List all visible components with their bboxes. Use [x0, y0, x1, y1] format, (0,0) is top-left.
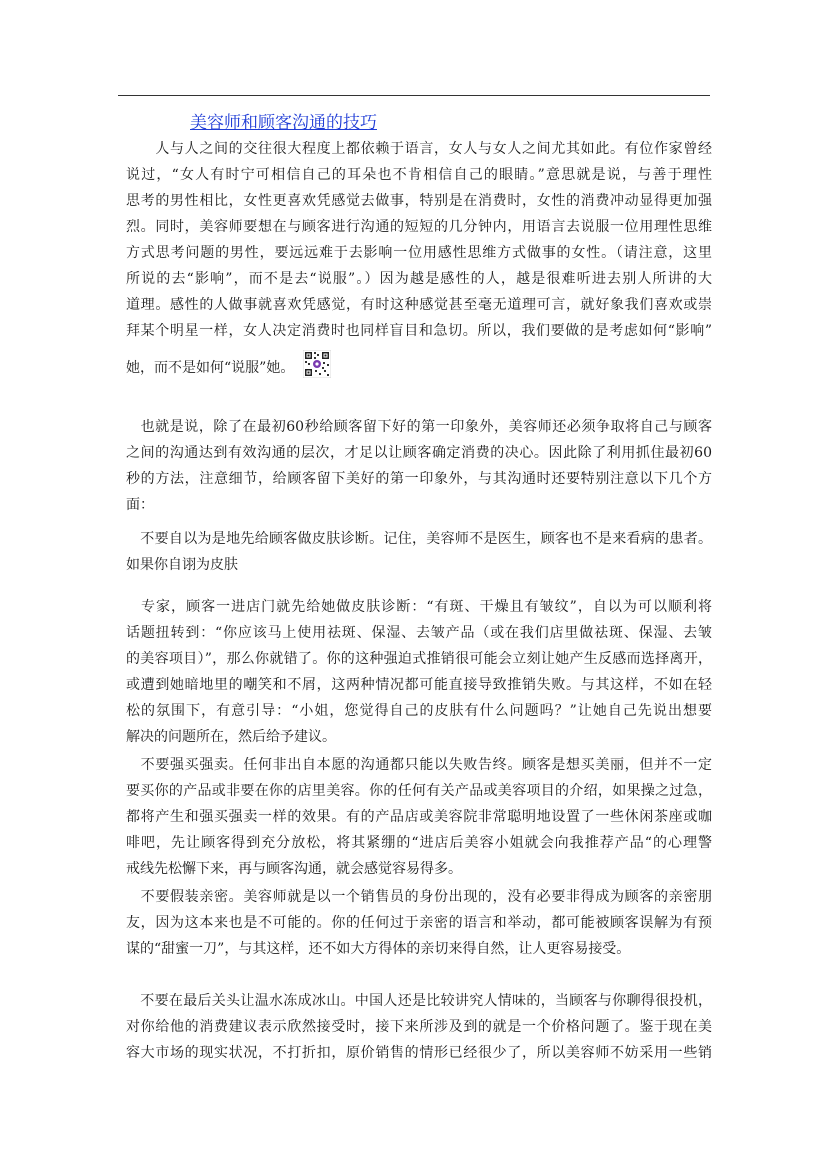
text-line: 谋的“甜蜜一刀”，与其这样，还不如大方得体的亲切来得自然，让人更容易接受。: [126, 941, 631, 957]
text-line: 秒的方法，注意细节，给顾客留下美好的第一印象外，与其沟通时还要特别注意以下几个方: [126, 471, 712, 487]
text-line: 专家，顾客一进店门就先给她做皮肤诊断：“有斑、干燥且有皱纹”，自以为可以顺利将: [126, 599, 712, 615]
text-line: 戒线先松懈下来，再与顾客沟通，就会感觉容易得多。: [126, 861, 462, 877]
text-line: 她，而不是如何“说服”她。: [126, 360, 295, 376]
header-divider: [118, 95, 710, 96]
text-line: 所说的去“影响”，而不是去“说服”。）因为越是感性的人，越是很难听进去别人所讲的大: [126, 271, 712, 287]
text-line: 对你给他的消费建议表示欣然接受时，接下来所涉及到的就是一个价格问题了。鉴于现在美: [126, 1019, 712, 1035]
text-line: 如果你自诩为皮肤: [126, 557, 238, 573]
text-line: 道理。感性的人做事就喜欢凭感觉，有时这种感觉甚至毫无道理可言，就好象我们喜欢或崇: [126, 297, 712, 313]
text-line: 啡吧，先让顾客得到充分放松，将其紧绷的“进店后美容小姐就会向我推荐产品“的心理警: [126, 835, 712, 851]
text-line: 不要强买强卖。任何非出自本愿的沟通都只能以失败告终。顾客是想买美丽，但并不一定: [126, 757, 712, 773]
text-line: 方式思考问题的男性，要远远难于去影响一位用感性思维方式做事的女性。（请注意，这里: [126, 245, 712, 261]
paragraph-6: [126, 884, 712, 962]
paragraph-1-end: [126, 350, 712, 381]
text-line: 思考的男性相比，女性更喜欢凭感觉去做事，特别是在消费时，女性的消费冲动显得更加强: [126, 193, 712, 209]
text-line: 都将产生和强买强卖一样的效果。有的产品店或美容院非常聪明地设置了一些休闲茶座或咖: [126, 809, 712, 825]
text-line: 不要在最后关头让温水冻成冰山。中国人还是比较讲究人情味的，当顾客与你聊得很投机，: [126, 993, 712, 1009]
qr-code-icon[interactable]: [303, 350, 331, 378]
document-title-link[interactable]: 美容师和顾客沟通的技巧: [190, 113, 377, 133]
paragraph-4: [126, 594, 712, 750]
text-line: 不要自以为是地先给顾客做皮肤诊断。记住，美容师不是医生，顾客也不是来看病的患者。: [126, 531, 712, 547]
paragraph-2: [126, 414, 712, 518]
text-line: 也就是说，除了在最初60秒给顾客留下好的第一印象外，美容师还必须争取将自己与顾客: [126, 419, 712, 435]
paragraph-5: [126, 752, 712, 882]
paragraph-7: [126, 988, 712, 1066]
text-line: 烈。同时，美容师要想在与顾客进行沟通的短短的几分钟内，用语言去说服一位用理性思维: [126, 219, 712, 235]
text-line: 说过，“女人有时宁可相信自己的耳朵也不肯相信自己的眼睛。”意思就是说，与善于理性: [126, 167, 712, 183]
text-line: 要买你的产品或非要在你的店里美容。你的任何有关产品或美容项目的介绍，如果操之过急，: [126, 783, 712, 799]
text-line: 不要假装亲密。美容师就是以一个销售员的身份出现的，没有必要非得成为顾客的亲密朋: [126, 889, 712, 905]
text-line: 的美容项目）”，那么你就错了。你的这种强迫式推销很可能会立刻让她产生反感而选择离开，: [126, 651, 712, 667]
text-line: 或遭到她暗地里的嘲笑和不屑，这两种情况都可能直接导致推销失败。与其这样，不如在轻: [126, 677, 712, 693]
text-line: 拜某个明星一样，女人决定消费时也同样盲目和急切。所以，我们要做的是考虑如何“影响”: [126, 323, 712, 339]
text-line: 之间的沟通达到有效沟通的层次，才足以让顾客确定消费的决心。因此除了利用抓住最初60: [126, 445, 712, 461]
text-line: 松的氛围下，有意引导：“小姐，您觉得自己的皮肤有什么问题吗？”让她自己先说出想要: [126, 703, 712, 719]
text-line: 友，因为这本来也是不可能的。你的任何过于亲密的语言和举动，都可能被顾客误解为有预: [126, 915, 712, 931]
paragraph-3: [126, 526, 712, 578]
text-line: 解决的问题所在，然后给予建议。: [126, 729, 336, 745]
text-line: 话题扭转到：“你应该马上使用祛斑、保湿、去皱产品（或在我们店里做祛斑、保湿、去皱: [126, 625, 712, 641]
text-line: 面：: [126, 497, 154, 513]
text-line: 容大市场的现实状况，不打折扣，原价销售的情形已经很少了，所以美容师不妨采用一些销: [126, 1045, 712, 1061]
paragraph-1: [126, 136, 712, 344]
text-line: 人与人之间的交往很大程度上都依赖于语言，女人与女人之间尤其如此。有位作家曾经: [126, 141, 712, 157]
